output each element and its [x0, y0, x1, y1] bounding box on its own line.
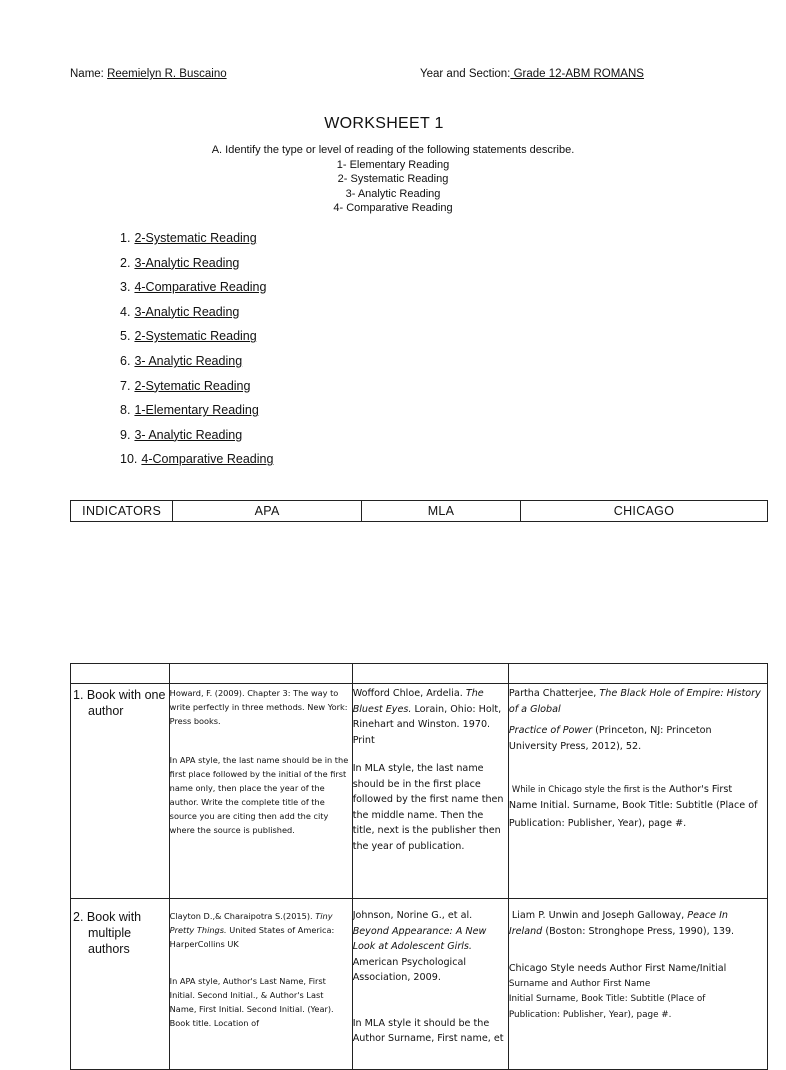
indicator-cell — [71, 899, 170, 1070]
answer-text: 1-Elementary Reading — [134, 403, 259, 418]
apa-cell — [169, 684, 352, 899]
apa-citation: Howard, F. (2009). Chapter 3: The way to write perfectly in three methods. New York: Press books. — [169, 688, 348, 726]
answer-text: 4-Comparative Reading — [134, 280, 267, 295]
answer-item — [120, 255, 273, 280]
chicago-cell — [508, 684, 767, 899]
apa-cell — [169, 899, 352, 1070]
answer-text: 3-Analytic Reading — [134, 304, 240, 319]
answer-number: 5. — [120, 329, 131, 344]
answer-item — [120, 279, 273, 304]
mla-cell — [352, 899, 508, 1070]
apa-note: In APA style, the last name should be in the first place followed by the initial of the first name only, then place the year of the author. Write the complete title of the source you are citing then add the city where the source is published. — [169, 755, 349, 835]
name-label: Name: — [70, 68, 104, 80]
header-mla: MLA — [361, 501, 520, 522]
option-item: 2- Systematic Reading — [337, 173, 449, 185]
answer-item — [120, 427, 273, 452]
citation-table — [70, 663, 768, 1070]
answer-text: 3-Analytic Reading — [134, 255, 240, 270]
answer-number: 8. — [120, 403, 131, 418]
answer-list — [120, 230, 273, 476]
instruction-block — [0, 143, 786, 216]
indicator-label: 2. Book with multiple authors — [73, 910, 142, 956]
answer-text: 3- Analytic Reading — [134, 427, 243, 442]
chicago-note: While in Chicago style the first is the Author's First Name Initial. Surname, Book Title: Subtitle (Place of Publication: Publisher, Year), page #. — [508, 784, 758, 829]
mla-citation: Wofford Chloe, Ardelia. The Bluest Eyes. Lorain, Ohio: Holt, Rinehart and Winston. 1970. Print — [352, 688, 502, 746]
year-section-line — [420, 68, 644, 80]
table-row — [71, 899, 768, 1070]
answer-number: 7. — [120, 378, 131, 393]
answer-item — [120, 328, 273, 353]
answer-number: 10. — [120, 452, 138, 467]
mla-note: In MLA style, the last name should be in the first place followed by the first name then the middle name. Then the title, next is the publisher then the year of publication. — [352, 763, 504, 852]
instruction-prompt: A. Identify the type or level of reading of the following statements describe. — [211, 144, 575, 156]
blank-cell — [169, 664, 352, 684]
citation-header-table — [70, 500, 768, 522]
answer-item — [120, 402, 273, 427]
chicago-citation: Liam P. Unwin and Joseph Galloway, Peace In Ireland (Boston: Stronghope Press, 1990), 139. — [508, 910, 735, 937]
mla-note: In MLA style it should be the Author Surname, First name, et — [352, 1017, 504, 1044]
answer-number: 1. — [120, 231, 131, 245]
blank-header-row — [71, 664, 768, 684]
blank-cell — [71, 664, 170, 684]
answer-text: 2-Systematic Reading — [134, 329, 257, 344]
header-chicago: CHICAGO — [521, 501, 768, 522]
blank-cell — [352, 664, 508, 684]
section-label: Year and Section: — [420, 68, 511, 80]
answer-item — [120, 451, 273, 476]
answer-item — [120, 230, 273, 255]
student-name-line — [70, 68, 227, 80]
mla-cell — [352, 684, 508, 899]
indicator-label: 1. Book with one author — [73, 688, 166, 718]
header-indicators: INDICATORS — [71, 501, 173, 522]
answer-text: 2-Sytematic Reading — [134, 378, 251, 393]
answer-item — [120, 353, 273, 378]
answer-text: 4-Comparative Reading — [141, 452, 274, 467]
answer-number: 3. — [120, 280, 131, 295]
mla-citation: Johnson, Norine G., et al. Beyond Appearance: A New Look at Adolescent Girls. American Psychological Association, 2009. — [352, 910, 487, 983]
answer-number: 4. — [120, 304, 131, 319]
indicator-cell — [71, 684, 170, 899]
answer-text: 2-Systematic Reading — [134, 231, 257, 245]
option-item: 4- Comparative Reading — [333, 202, 453, 214]
option-item: 1- Elementary Reading — [336, 158, 450, 171]
answer-number: 2. — [120, 255, 131, 270]
answer-number: 9. — [120, 427, 131, 442]
student-name: Reemielyn R. Buscaino — [107, 68, 227, 80]
chicago-cell — [508, 899, 767, 1070]
worksheet-title: WORKSHEET 1 — [324, 115, 444, 132]
answer-item — [120, 378, 273, 403]
table-row — [71, 684, 768, 899]
blank-cell — [508, 664, 767, 684]
answer-number: 6. — [120, 353, 131, 368]
option-item: 3- Analytic Reading — [345, 187, 441, 200]
year-section: Grade 12-ABM ROMANS — [510, 68, 644, 80]
apa-note: In APA style, Author's Last Name, First Initial. Second Initial., & Author's Last Name, First Initial. Second Initial. (Year). Book title. Location of — [169, 976, 334, 1028]
header-apa: APA — [173, 501, 362, 522]
chicago-citation: Partha Chatterjee, The Black Hole of Empire: History of a Global Practice of Power (Princeton, NJ: Princeton University Press, 2012), 52. — [508, 688, 761, 752]
answer-text: 3- Analytic Reading — [134, 353, 243, 368]
apa-citation: Clayton D.,& Charaipotra S.(2015). Tiny Pretty Things. United States of America: HarperCollins UK — [169, 911, 335, 949]
answer-item — [120, 304, 273, 329]
header-row — [71, 501, 768, 522]
chicago-note: Chicago Style needs Author First Name/Initial Surname and Author First Name Initial Surname, Book Title: Subtitle (Place of Publication: Publisher, Year), page #. — [508, 963, 727, 1020]
